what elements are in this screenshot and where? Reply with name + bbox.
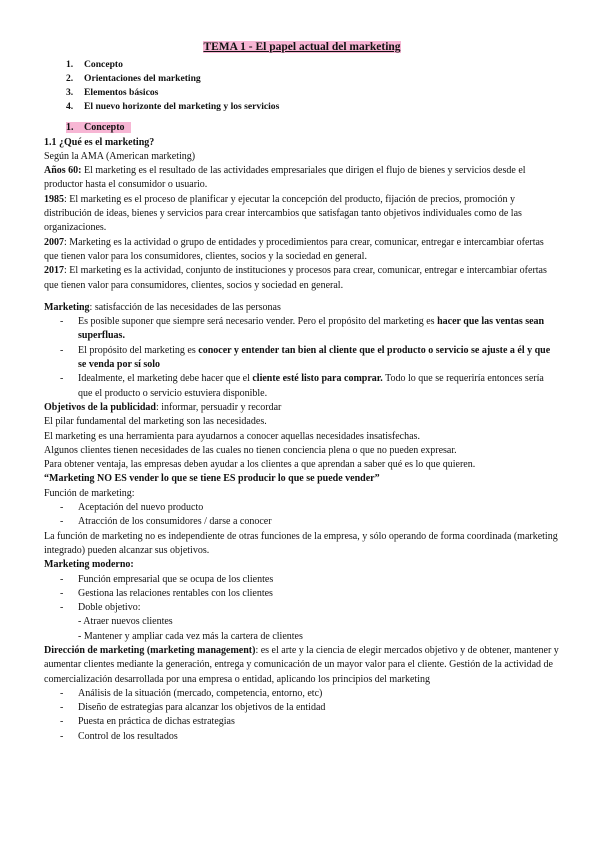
- quote: “Marketing NO ES vender lo que se tiene ES producir lo que se puede vender”: [44, 473, 380, 485]
- section-heading: 1. Concepto: [66, 121, 560, 135]
- funcion-paragraph: La función de marketing no es independiente de otras funciones de la empresa, y sólo operando de forma coordinada (marketing integrado) pueden alcanzar sus objetivos.: [44, 530, 558, 556]
- text-line: Algunos clientes tienen necesidades de las cuales no tienen conciencia plena o que no pueden expresar.: [44, 444, 457, 456]
- list-item: - Gestiona las relaciones rentables con los clientes: [44, 587, 560, 601]
- marketing-definition: Marketing: satisfacción de las necesidades de las personas: [44, 301, 281, 313]
- list-item: - Es posible suponer que siempre será necesario vender. Pero el propósito del marketing es hacer que las ventas sean superfluas.: [44, 315, 560, 344]
- text-line: El pilar fundamental del marketing son las necesidades.: [44, 416, 267, 428]
- definition: 1985: El marketing es el proceso de planificar y ejecutar la concepción del producto, fijación de precios, promoción y distribución de ideas, bienes y servicios para crear intercambios que satisfagan tanto objetivos individuales como de las organizaciones.: [44, 193, 522, 234]
- definition: 2017: El marketing es la actividad, conjunto de instituciones y procesos para crear, comunicar, entregar e intercambiar ofertas que tienen valor para consumidores, clientes, socios y sociedad en general.: [44, 265, 547, 291]
- moderno-title: Marketing moderno:: [44, 559, 134, 571]
- definition: 2007: Marketing es la actividad o grupo de entidades y procedimientos para crear, comunicar, entregar e intercambiar ofertas que tienen valor para los consumidores, clientes, socios y la sociedad en general.: [44, 236, 544, 262]
- outline-item: 2. Orientaciones del marketing: [66, 73, 201, 85]
- sub-item: - Atraer nuevos clientes: [78, 616, 173, 628]
- document-title: TEMA 1 - El papel actual del marketing: [203, 41, 401, 53]
- list-item: - Diseño de estrategias para alcanzar los objetivos de la entidad: [44, 701, 560, 715]
- direccion-list: [44, 687, 560, 744]
- list-item: - Aceptación del nuevo producto: [44, 501, 560, 515]
- list-item: - Control de los resultados: [44, 730, 560, 744]
- direccion-paragraph: Dirección de marketing (marketing management): es el arte y la ciencia de elegir mercados objetivo y de obtener, mantener y aumentar clientes mediante la generación, entrega y comunicación de un mayor valor para el cliente. Gestión de la actividad de comercialización desarrollada por una empresa o entidad, aplicando los principios del marketing: [44, 644, 559, 685]
- subsection-heading: 1.1 ¿Qué es el marketing?: [44, 136, 155, 148]
- list-item: - Puesta en práctica de dichas estrategias: [44, 715, 560, 729]
- sub-item: - Mantener y ampliar cada vez más la cartera de clientes: [78, 630, 303, 642]
- outline-list: [66, 58, 560, 114]
- document-page: [44, 40, 560, 744]
- outline-item: 1. Concepto: [66, 59, 123, 71]
- moderno-list: [44, 573, 560, 616]
- list-item: - Atracción de los consumidores / darse a conocer: [44, 515, 560, 529]
- list-item: - Idealmente, el marketing debe hacer que el cliente esté listo para comprar. Todo lo que se requeriría entonces sería que el producto o servicio estuviera disponible.: [44, 372, 560, 401]
- marketing-bullets: [44, 315, 560, 401]
- funcion-list: [44, 501, 560, 530]
- list-item: - Doble objetivo:: [44, 601, 560, 615]
- text-line: Para obtener ventaja, las empresas deben ayudar a los clientes a que aprendan a saber qué es lo que quieren.: [44, 459, 476, 471]
- ama-intro: Según la AMA (American marketing): [44, 150, 196, 162]
- list-item: - El propósito del marketing es conocer y entender tan bien al cliente que el producto o servicio se ajuste a él y que se venda por sí solo: [44, 344, 560, 373]
- list-item: - Función empresarial que se ocupa de los clientes: [44, 573, 560, 587]
- text-line: El marketing es una herramienta para ayudarnos a conocer aquellas necesidades insatisfechas.: [44, 430, 420, 442]
- list-item: - Análisis de la situación (mercado, competencia, entorno, etc): [44, 687, 560, 701]
- definition: Años 60: El marketing es el resultado de las actividades empresariales que dirigen el flujo de bienes y servicios desde el productor hasta el consumidor o usuario.: [44, 165, 526, 191]
- funcion-title: Función de marketing:: [44, 487, 135, 499]
- outline-item: 3. Elementos básicos: [66, 87, 159, 99]
- outline-item: 4. El nuevo horizonte del marketing y los servicios: [66, 101, 280, 113]
- objetivos-line: Objetivos de la publicidad: informar, persuadir y recordar: [44, 401, 282, 413]
